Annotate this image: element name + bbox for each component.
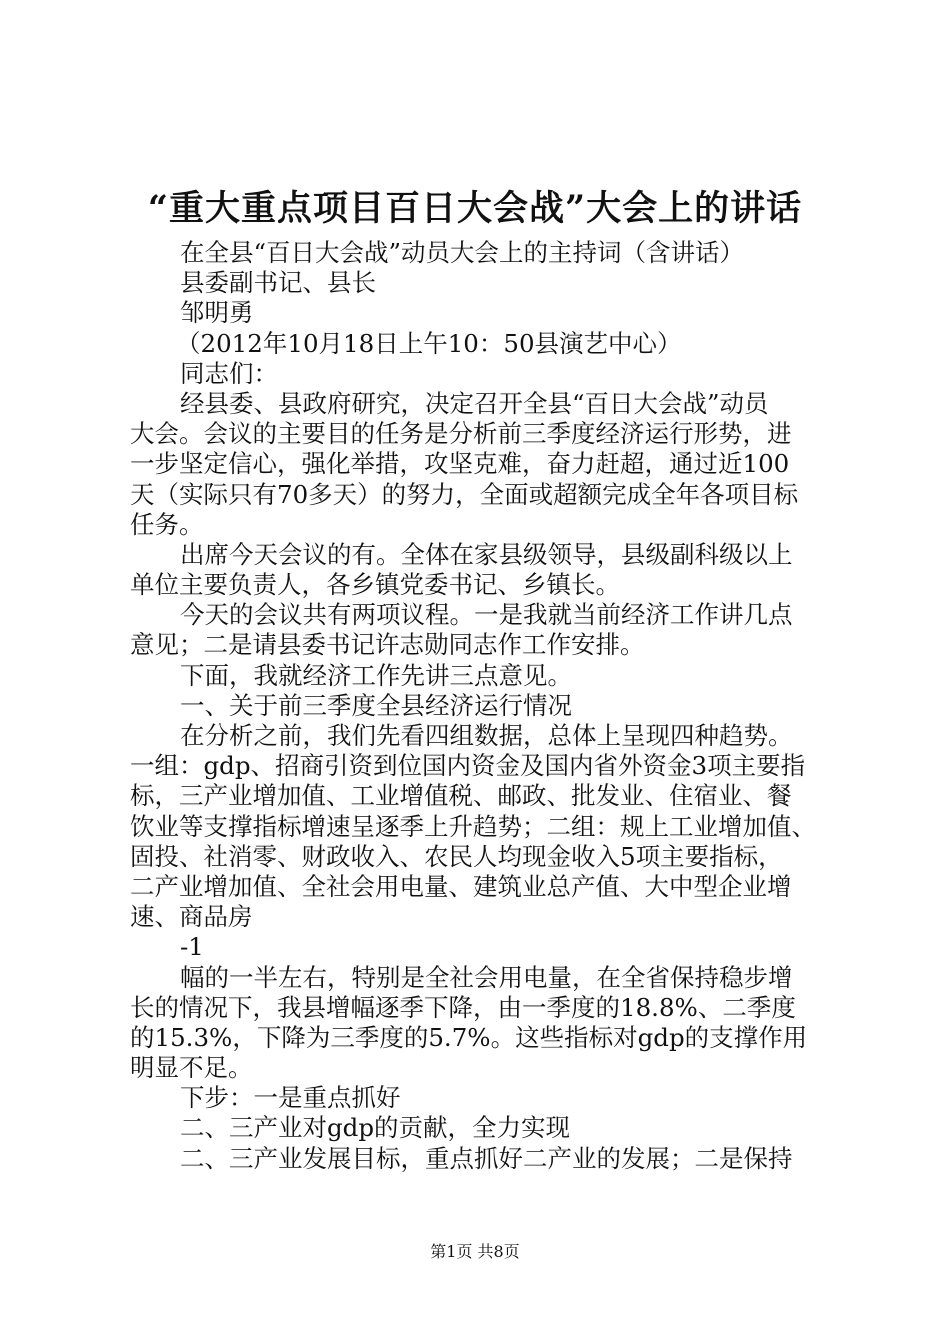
text-line: -1 xyxy=(180,932,204,962)
text-line: 二产业增加值、全社会用电量、建筑业总产值、大中型企业增 xyxy=(130,871,792,901)
text-line: 今天的会议共有两项议程。一是我就当前经济工作讲几点 xyxy=(180,600,793,630)
text-line: 一组：gdp、招商引资到位国内资金及国内省外资金3项主要指 xyxy=(130,751,806,781)
document-body xyxy=(130,238,840,1174)
text-line: 邹明勇 xyxy=(180,298,254,328)
page-footer: 第1页 共8页 xyxy=(430,1242,520,1261)
text-line: 速、商品房 xyxy=(130,902,253,932)
text-line: 下面，我就经济工作先讲三点意见。 xyxy=(180,660,572,690)
text-line: 标，三产业增加值、工业增值税、邮政、批发业、住宿业、餐 xyxy=(130,781,792,811)
document-title: “重大重点项目百日大会战”大会上的讲话 xyxy=(147,188,803,229)
text-line: 任务。 xyxy=(130,509,204,539)
text-line: 二、三产业对gdp的贡献，全力实现 xyxy=(180,1113,571,1143)
text-line: 在全县“百日大会战”动员大会上的主持词（含讲话） xyxy=(180,238,745,267)
text-line: 明显不足。 xyxy=(130,1053,253,1083)
text-line: 大会。会议的主要目的任务是分析前三季度经济运行形势，进 xyxy=(130,419,792,449)
text-line: 县委副书记、县长 xyxy=(180,268,376,298)
text-line: （2012年10月18日上午10：50县演艺中心） xyxy=(176,328,682,358)
text-line: 经县委、县政府研究，决定召开全县“百日大会战”动员 xyxy=(180,388,769,418)
text-line: 幅的一半左右，特别是全社会用电量，在全省保持稳步增 xyxy=(180,962,793,992)
text-line: 饮业等支撑指标增速呈逐季上升趋势；二组：规上工业增加值、 xyxy=(130,811,816,841)
text-line: 单位主要负责人，各乡镇党委书记、乡镇长。 xyxy=(130,570,620,600)
text-line: 意见；二是请县委书记许志勋同志作工作安排。 xyxy=(130,630,645,660)
text-line: 长的情况下，我县增幅逐季下降，由一季度的18.8%、二季度 xyxy=(130,992,796,1022)
text-line: 在分析之前，我们先看四组数据，总体上呈现四种趋势。 xyxy=(180,721,793,750)
text-line: 天（实际只有70多天）的努力，全面或超额完成全年各项目标 xyxy=(130,479,799,509)
text-line: 一步坚定信心，强化举措，攻坚克难，奋力赶超，通过近100 xyxy=(130,449,790,479)
text-line: 二、三产业发展目标，重点抓好二产业的发展；二是保持 xyxy=(180,1143,793,1173)
text-line: 同志们： xyxy=(180,358,278,388)
text-line: 出席今天会议的有。全体在家县级领导，县级副科级以上 xyxy=(180,539,793,569)
text-line: 固投、社消零、财政收入、农民人均现金收入5项主要指标， xyxy=(130,841,783,871)
text-line: 下步：一是重点抓好 xyxy=(180,1083,401,1113)
text-line: 一、关于前三季度全县经济运行情况 xyxy=(180,690,572,720)
text-line: 的15.3%，下降为三季度的5.7%。这些指标对gdp的支撑作用 xyxy=(130,1022,808,1052)
